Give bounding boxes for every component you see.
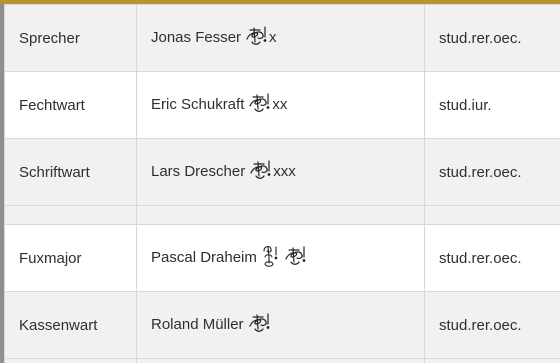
- zirkel-icon: [283, 245, 307, 271]
- table-row: [5, 292, 560, 359]
- name-suffix: x: [269, 28, 277, 46]
- name-cell: [137, 292, 425, 359]
- member-name: Jonas Fesser: [151, 28, 242, 46]
- table-row-spacer: [5, 206, 560, 225]
- member-name: Roland Müller: [151, 315, 244, 333]
- role-cell: Kassenwart: [5, 292, 137, 359]
- name-cell: [137, 5, 425, 72]
- role-cell: Schriftwart: [5, 139, 137, 206]
- name-cell: [137, 139, 425, 206]
- table-row: [5, 139, 560, 206]
- member-name: Eric Schukraft: [151, 95, 245, 113]
- name-suffix: xxx: [273, 162, 296, 180]
- role-cell: Fuxmajor: [5, 225, 137, 292]
- member-name: Pascal Draheim: [151, 248, 257, 266]
- zirkel-icon: [248, 159, 272, 185]
- role-cell: Fechtwart: [5, 72, 137, 139]
- officers-table: [4, 4, 560, 363]
- role-cell: Sprecher: [5, 5, 137, 72]
- zirkel-icon: [247, 312, 271, 338]
- fux-zirkel-icon: [260, 243, 280, 273]
- name-suffix: xx: [272, 95, 288, 113]
- zirkel-icon: [247, 92, 271, 118]
- member-name: Lars Drescher: [151, 162, 246, 180]
- table-row: [5, 72, 560, 139]
- degree-cell: stud.iur.: [425, 72, 560, 139]
- degree-cell: stud.rer.oec.: [425, 225, 560, 292]
- table-row: [5, 5, 560, 72]
- zirkel-icon: [244, 25, 268, 51]
- table-row-partial: [5, 359, 560, 363]
- degree-cell: stud.rer.oec.: [425, 139, 560, 206]
- table-row: [5, 225, 560, 292]
- name-cell: [137, 72, 425, 139]
- degree-cell: stud.rer.oec.: [425, 292, 560, 359]
- name-cell: [137, 225, 425, 292]
- degree-cell: stud.rer.oec.: [425, 5, 560, 72]
